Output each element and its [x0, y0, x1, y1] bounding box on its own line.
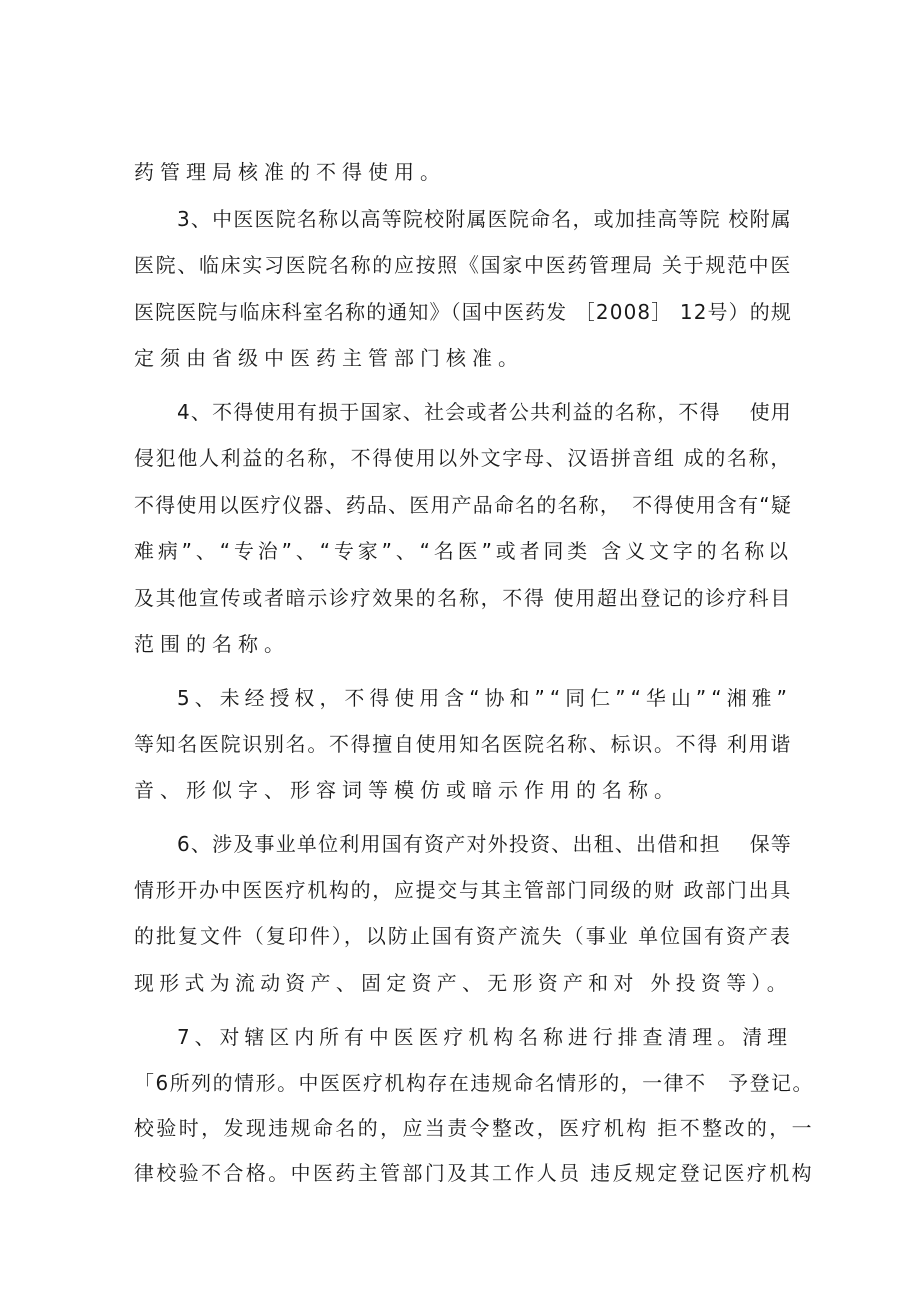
text-line: 律校验不合格。中医药主管部门及其工作人员 违反规定登记医疗机构: [134, 1161, 814, 1185]
text-line: 定须由省级中医药主管部门核准。: [134, 346, 524, 370]
text-line: 校验时，发现违规命名的，应当责令整改，医疗机构 拒不整改的，一: [134, 1116, 814, 1140]
text-line: 难病”、“专治”、“专家”、“名医”或者同类 含义文字的名称以: [134, 539, 792, 563]
text-line: 3、中医医院名称以高等院校附属医院命名，或加挂高等院 校附属: [177, 207, 792, 231]
text-line: 医院医院与临床科室名称的通知》（国中医药发 ［2008］ 12号）的规: [134, 300, 792, 324]
text-line: 4、不得使用有损于国家、社会或者公共利益的名称，不得 使用: [177, 400, 792, 424]
text-line: 侵犯他人利益的名称，不得使用以外文字母、汉语拼音组 成的名称，: [134, 446, 792, 470]
text-line: 5、未经授权，不得使用含“协和”“同仁”“华山”“湘雅”: [177, 686, 792, 710]
text-line: 及其他宣传或者暗示诊疗效果的名称，不得 使用超出登记的诊疗科目: [134, 586, 792, 610]
text-line: 等知名医院识别名。不得擅自使用知名医院名称、标识。不得 利用谐: [134, 732, 792, 756]
text-line: 现形式为流动资产、固定资产、无形资产和对 外投资等）。: [134, 971, 792, 995]
text-line: 不得使用以医疗仪器、药品、医用产品命名的名称， 不得使用含有“疑: [134, 493, 792, 517]
text-line: 医院、临床实习医院名称的应按照《国家中医药管理局 关于规范中医: [134, 253, 792, 277]
text-line: 音、形似字、形容词等模仿或暗示作用的名称。: [134, 778, 680, 802]
text-line: 药管理局核准的不得使用。: [134, 160, 446, 184]
text-line: 7、对辖区内所有中医医疗机构名称进行排查清理。清理: [177, 1025, 792, 1049]
text-line: 6、涉及事业单位利用国有资产对外投资、出租、出借和担 保等: [177, 832, 792, 856]
text-line: 情形开办中医医疗机构的，应提交与其主管部门同级的财 政部门出具: [134, 878, 792, 902]
text-line: 「6所列的情形。中医医疗机构存在违规命名情形的，一律不 予登记。: [134, 1071, 814, 1095]
text-line: 的批复文件（复印件），以防止国有资产流失（事业 单位国有资产表: [134, 924, 792, 948]
text-line: 范围的名称。: [134, 632, 290, 656]
